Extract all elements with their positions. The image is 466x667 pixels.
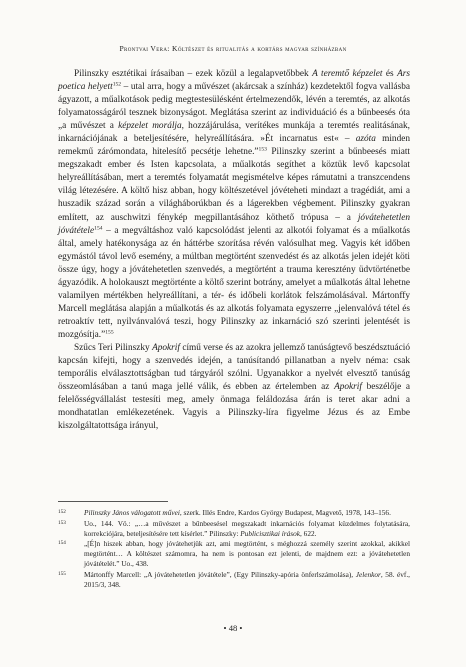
footnote-rule (58, 501, 168, 502)
italic-text: Ars poetica helyett (58, 69, 410, 93)
italic-text: Jelenkor (355, 570, 381, 580)
text-run: című verse és az azokra jellemző tanúságtevő beszédsztuáció kapcsán kifejti, hogy a szenvedés idején, a tanúsítandó pillanatban a nyelv néma: csak temporális elválasztottságban tud tárgyáról szólni. Ugyanakkor a nyelvét elvesztő tanúság összeomlásában a tanú maga jellé válik, és ebben az értelemben az (58, 342, 410, 393)
text-run: Mártonffy Marcell: „A jóvátehetetlen jóvátétele”, (Egy Pilinszky-apória önferlszámolása), (84, 570, 356, 580)
text-run: Uo., 144. Vö.: „…a művészet a bűnbeesésel megszakadt inkarnációs folyamat küzdelmes folytatására, korrekciójára, beteljesítésére tett kísérlet.” Pilinszky: (84, 518, 410, 538)
text-run: – utal arra, hogy a művészet (akárcsak a színház) kezdetektől fogva vallásba ágyazott, a műalkotások pedig megtestesülésként értelmezendők, lévén a teremtés, az alkotás folyamatosságáról tesznek bizonyságot. Meglátása szerint az individuáció és a bűnbeesés óta „a művészet a (58, 82, 410, 132)
text-run: , 622. (300, 528, 317, 538)
text-run: , szerk. Illés Endre, Kardos György Budapest, Magvető, 1978, 143–156. (179, 508, 391, 517)
text-run: „[É]n hiszek abban, hogy jóvátehetjük azt, ami megtörtént, s méghozzá személy szerint azokkal, akikkel megtörtént… A költészet számomra, ha nem is pontosan ezt jelenti, de majdnem ezt: a jóvátehetetlen jóvátételét.” Uo., 438. (84, 539, 410, 569)
page-number: • 48 • (223, 623, 243, 633)
footnote-number: 152 (58, 509, 66, 515)
text-run: és (382, 69, 398, 79)
text-run: , hozzájárulása, verítékes munkája a teremtés realitásának, inkarnációjának a beteljesítésére, helyreállítására. »Ét incarnatus est« – (58, 121, 410, 145)
footnote-text (84, 570, 410, 589)
text-run: minden remekmű zárómondata, hitelesítő pecsétje lehetne.” (58, 134, 410, 158)
footnote-text (84, 519, 410, 538)
footnote-number: 154 (58, 540, 66, 547)
italic-text: Apokrif (334, 382, 362, 393)
text-run: beszélője a felelősségvállalást testesíti meg, amely önmaga feláldozása árán is teret akar adni a mondhatatlan emlékezetének. Vagyis a Pilinszky-líra figyelme Jézus és az Embe kiszolgáltatottsága irányul, (58, 382, 410, 432)
text-run: , 58. évf., 2015/3, 348. (84, 570, 411, 590)
footnote-ref: 155 (105, 329, 114, 336)
text-run: – a megváltáshoz való kapcsolódást jelenti az alkotói folyamat és a műalkotás által, amely hatékonysága az én háttérbe szorítása révén valósulhat meg. Vagyis két időben egymástól távol levő esemény, a múltban megtörtént szenvedést és az alkotás jelen idejét köti össze úgy, hogy a jóvátehetetlen szenvedés, a megtörtént a trauma keresztény üdvtörténetbe ágyazódik. A holokauszt megtörténte a költő szerint botrány, amelyet a műalkotás által lehetne valamilyen mértékben helyreállítani, a tér- és időbeli korlátok felszámolásával. Mártonffy Marcell meglátása alapján a műalkotás és az alkotás folyamata egyszerre „jelenvalóvá tétel és retroaktív tett, nyilvánvalóvá teszi, hogy Pilinszky az inkarnáció szó szerinti jelentését is mozgósítja.” (58, 225, 410, 340)
italic-text: azóta (355, 134, 376, 145)
text-run: Pilinszky szerint a bűnbeesés miatt megszakadt ember és Isten kapcsolata, a műalkotás segíthet a köztük levő kapcsolat helyreállításában, mert a teremtés folyamatát megismételve képes rámutatni a transzcendens világ létezésére. A költő hisz abban, hogy költészetével jóvéteheti mindazt a tragédiát, ami a huszadik század során a világháborúkban és a lágerekben végbement. Pilinszky gyakran említett, az auschwitzi fénykép megpillantásához köthető trópusa – a (58, 147, 410, 223)
footnote-text (84, 508, 391, 517)
italic-text: Apokrif (152, 342, 180, 353)
footnote-154 (58, 539, 410, 569)
text-run: Pilinszky esztétikai írásaiban – ezek közül a legalapvetőbbek (74, 69, 313, 79)
italic-text: Publicisztikai írások (240, 528, 301, 538)
italic-text: Pilinszky János válogatott művei (84, 508, 180, 517)
paragraph-2 (58, 342, 410, 433)
italic-text: A teremtő képzelet (312, 69, 383, 79)
footnote-ref: 153 (258, 146, 267, 153)
footnote-ref: 154 (94, 225, 103, 232)
footnote-text (84, 539, 410, 568)
footnote-152 (58, 508, 410, 518)
italic-text: képzelet morálja (118, 121, 182, 132)
running-head: Prontvai Vera: Költészet és ritualitás a kortárs magyar színházban (119, 44, 347, 53)
footnotes (58, 508, 410, 591)
paragraph-1 (58, 68, 410, 342)
footnote-ref: 152 (112, 81, 122, 88)
footnote-155 (58, 570, 410, 590)
footnote-number: 155 (58, 571, 66, 578)
italic-text: jóvátehetetlen jóvátétele (58, 212, 410, 236)
footnote-number: 153 (58, 519, 66, 526)
main-text (58, 68, 410, 433)
text-run: Szűcs Teri Pilinszky (74, 342, 153, 353)
footnote-153 (58, 519, 410, 539)
